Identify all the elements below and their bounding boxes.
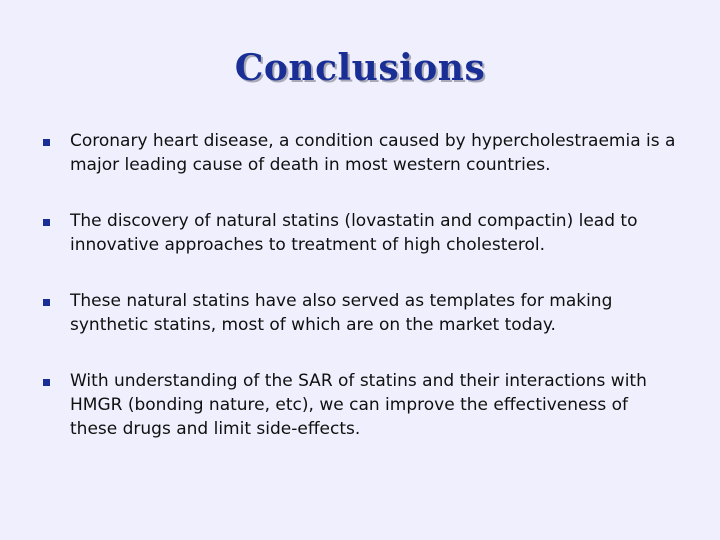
bullet-text: The discovery of natural statins (lovastatin and compactin) lead to innovative approaches to treatment of high cholesterol.: [70, 211, 638, 255]
square-bullet-icon: [43, 299, 50, 306]
bullet-item: [40, 369, 680, 441]
slide-title: Conclusions: [234, 47, 486, 89]
bullet-text: With understanding of the SAR of statins and their interactions with HMGR (bonding nature, etc), we can improve the effectiveness of these drugs and limit side-effects.: [70, 371, 647, 439]
bullet-item: [40, 289, 680, 337]
bullet-text: Coronary heart disease, a condition caused by hypercholestraemia is a major leading cause of death in most western countries.: [70, 131, 676, 175]
bullet-item: [40, 209, 680, 257]
bullet-text: These natural statins have also served as templates for making synthetic statins, most of which are on the market today.: [70, 291, 613, 335]
square-bullet-icon: [43, 379, 50, 386]
square-bullet-icon: [43, 219, 50, 226]
square-bullet-icon: [43, 139, 50, 146]
bullet-item: [40, 129, 680, 177]
bullet-list: [40, 129, 680, 473]
